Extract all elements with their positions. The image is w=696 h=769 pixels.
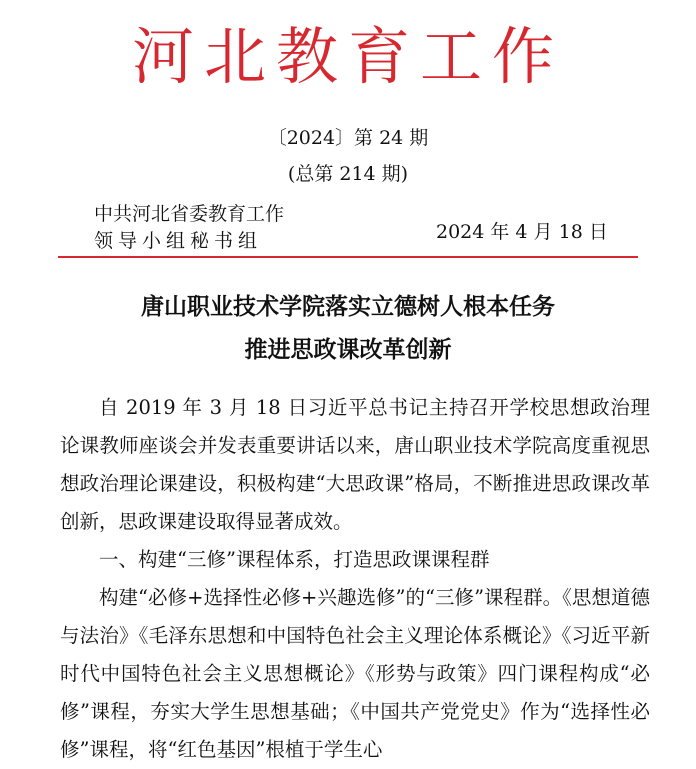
issue-number: 〔2024〕第 24 期 — [267, 127, 429, 149]
issue-total-number: (总第 214 期) — [287, 163, 409, 185]
body-paragraph: 构建“必修+选择性必修+兴趣选修”的“三修”课程群。《思想道德与法治》《毛泽东思想和中国特色社会主义理论体系概论》《习近平新时代中国特色社会主义思想概论》《形势与政策》四门课程构成“必修”课程，夯实大学生思想基础；《中国共产党党史》作为“选择性必修”课程，将“红色基因”根植于学生心 — [60, 586, 650, 761]
header-divider — [58, 256, 638, 258]
article-body — [60, 389, 650, 769]
issuer-name-line1: 中共河北省委教育工作 — [94, 203, 285, 225]
intro-paragraph: 自 2019 年 3 月 18 日习近平总书记主持召开学校思想政治理论课教师座谈会并发表重要讲话以来，唐山职业技术学院高度重视思想政治理论课建设，积极构建“大思政课”格局，不断推进思政课改革创新，思政课建设取得显著成效。 — [60, 396, 650, 533]
issuer-name-line2: 领导小组秘书组 — [94, 230, 263, 252]
section-heading: 一、构建“三修”课程体系，打造思政课课程群 — [99, 548, 490, 571]
article-title-line2: 推进思政课改革创新 — [244, 336, 452, 363]
issue-date: 2024 年 4 月 18 日 — [436, 221, 608, 243]
masthead-title: 河北教育工作 — [131, 20, 564, 93]
article-title-line1: 唐山职业技术学院落实立德树人根本任务 — [141, 293, 555, 320]
